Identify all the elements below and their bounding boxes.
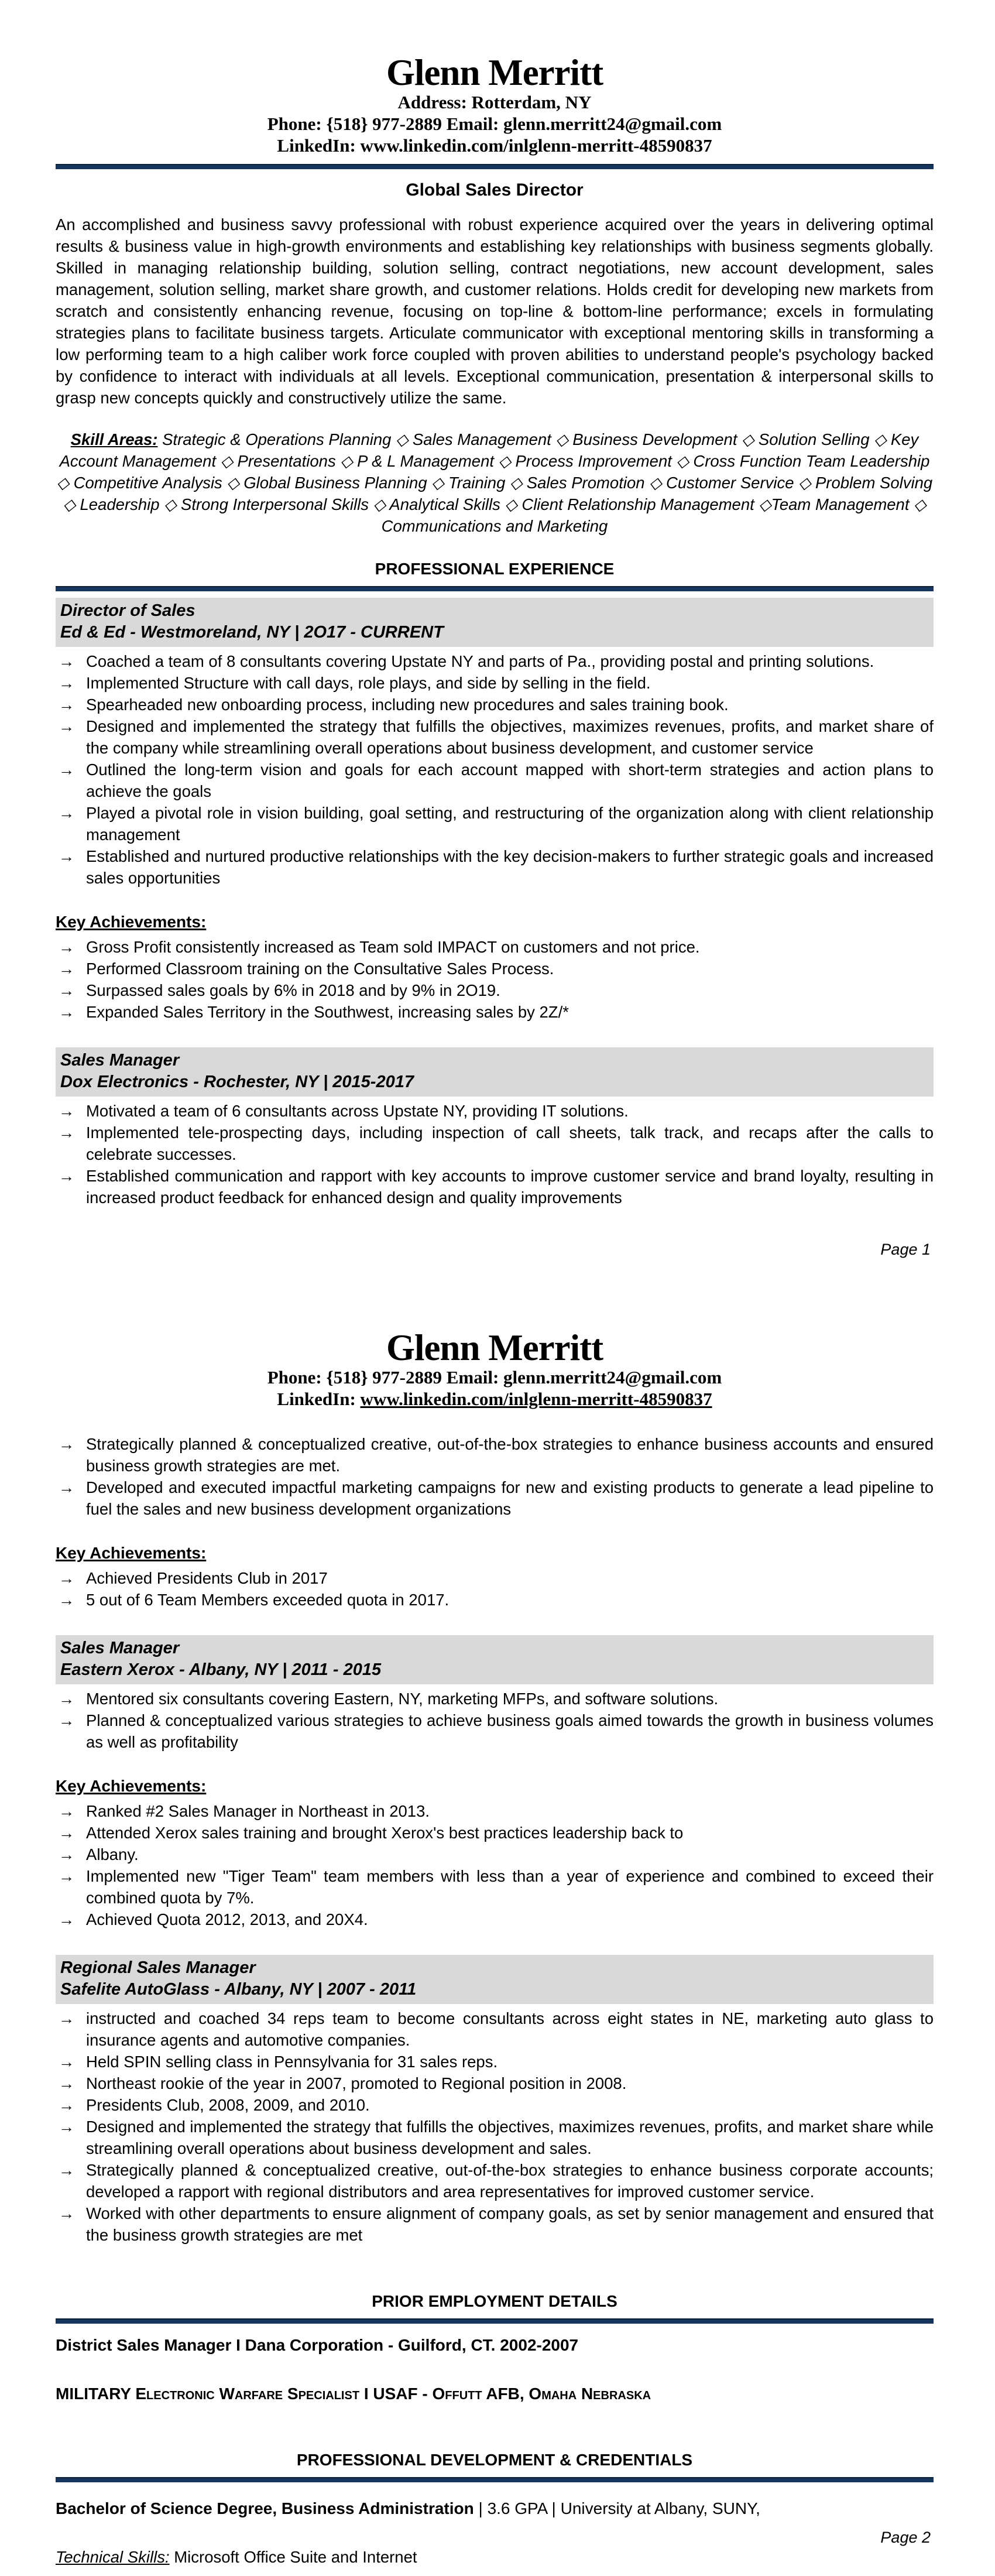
bullet-item	[56, 1688, 934, 1710]
bullet-item	[56, 1822, 934, 1844]
phone-email-line: Phone: {518} 977-2889 Email: glenn.merritt24@gmail.com	[267, 1367, 722, 1388]
job-bullet-list	[56, 1100, 934, 1208]
bullet-item	[56, 2094, 934, 2116]
bullet-text: Northeast rookie of the year in 2007, promoted to Regional position in 2008.	[86, 2074, 627, 2092]
bullet-text: Ranked #2 Sales Manager in Northeast in 2013.	[86, 1802, 430, 1820]
bullet-item	[56, 936, 934, 958]
bullet-text: Strategically planned & conceptualized creative, out-of-the-box strategies to enhance business accounts and ensured business growth strategies are met.	[86, 1435, 934, 1475]
job-header-sales-manager-xerox	[56, 1635, 934, 1684]
page-number-footer: Page 1	[880, 1241, 931, 1258]
job-header-director-of-sales	[56, 598, 934, 647]
arrow-bullet-icon: →	[59, 960, 75, 978]
bullet-text: Expanded Sales Territory in the Southwest, increasing sales by 2Z/*	[86, 1003, 569, 1021]
phone-email-line: Phone: {518} 977-2889 Email: glenn.merritt24@gmail.com	[267, 114, 722, 134]
bullet-item	[56, 672, 934, 694]
address-line: Address: Rotterdam, NY	[397, 92, 592, 112]
bullet-item	[56, 759, 934, 802]
job-title: Director of Sales	[60, 601, 195, 620]
skill-areas-paragraph	[56, 429, 934, 537]
resume-page-2	[0, 1288, 995, 2576]
bullet-item	[56, 1844, 934, 1865]
bullet-item	[56, 1710, 934, 1753]
achievements-bullet-list	[56, 936, 934, 1023]
key-achievements-heading: Key Achievements:	[56, 1544, 207, 1562]
arrow-bullet-icon: →	[59, 1167, 75, 1185]
job-title: Regional Sales Manager	[60, 1958, 256, 1977]
skill-areas-text: Strategic & Operations Planning ◇ Sales Management ◇ Business Development ◇ Solution Selling ◇ Key Account Management ◇ Presentations ◇ P & L Management ◇ Process Improvement ◇ Cross Function Team Leadership ◇ Competitive Analysis ◇ Global Business Planning ◇ Training ◇ Sales Promotion ◇ Customer Service ◇ Problem Solving ◇ Leadership ◇ Strong Interpersonal Skills ◇ Analytical Skills ◇ Client Relationship Management ◇Team Management ◇ Communications and Marketing	[56, 430, 933, 535]
bullet-text: 5 out of 6 Team Members exceeded quota in 2017.	[86, 1591, 450, 1609]
achievements-bullet-list	[56, 1800, 934, 1930]
bullet-text: Implemented tele-prospecting days, including inspection of call sheets, talk track, and recaps after the calls to celebrate successes.	[86, 1123, 934, 1163]
bullet-text: Implemented Structure with call days, role plays, and side by selling in the field.	[86, 674, 651, 692]
page-number-footer: Page 2	[880, 2529, 931, 2546]
bullet-item	[56, 2159, 934, 2202]
candidate-name: Glenn Merritt	[386, 52, 603, 93]
arrow-bullet-icon: →	[59, 1910, 75, 1928]
bullet-item	[56, 1165, 934, 1208]
bullet-text: Surpassed sales goals by 6% in 2018 and by 9% in 2O19.	[86, 981, 500, 999]
resume-title: Global Sales Director	[406, 180, 584, 200]
bullet-item	[56, 2202, 934, 2246]
arrow-bullet-icon: →	[59, 804, 75, 822]
arrow-bullet-icon: →	[59, 847, 75, 865]
arrow-bullet-icon: →	[59, 1102, 75, 1120]
education-line	[56, 2498, 934, 2519]
bullet-text: Planned & conceptualized various strategies to achieve business goals aimed towards the growth in business volumes as well as profitability	[86, 1711, 934, 1751]
candidate-name: Glenn Merritt	[386, 1327, 603, 1368]
section-heading-professional-development: PROFESSIONAL DEVELOPMENT & CREDENTIALS	[296, 2451, 693, 2469]
bullet-text: Achieved Presidents Club in 2017	[86, 1569, 328, 1587]
bullet-item	[56, 2051, 934, 2073]
job-company-dates: Safelite AutoGlass - Albany, NY | 2007 - 2011	[60, 1980, 417, 1999]
arrow-bullet-icon: →	[59, 1435, 75, 1453]
bullet-text: Spearheaded new onboarding process, including new procedures and sales training book.	[86, 696, 729, 714]
degree-name: Bachelor of Science Degree, Business Administration	[56, 2499, 474, 2517]
arrow-bullet-icon: →	[59, 1711, 75, 1729]
job-bullet-list-continued	[56, 1433, 934, 1520]
bullet-text: Held SPIN selling class in Pennsylvania for 31 sales reps.	[86, 2053, 498, 2071]
bullet-item	[56, 802, 934, 845]
achievements-bullet-list	[56, 1567, 934, 1611]
arrow-bullet-icon: →	[59, 1867, 75, 1885]
bullet-text: Established communication and rapport with key accounts to improve customer service and brand loyalty, resulting in increased product feedback for enhanced design and quality improvements	[86, 1167, 934, 1207]
bullet-text: Gross Profit consistently increased as Team sold IMPACT on customers and not price.	[86, 938, 700, 956]
job-bullet-list	[56, 2008, 934, 2246]
bullet-item	[56, 1001, 934, 1023]
bullet-text: Outlined the long-term vision and goals for each account mapped with short-term strategies and action plans to achieve the goals	[86, 761, 934, 800]
professional-summary: An accomplished and business savvy professional with robust experience acquired over the years in delivering optimal results & business value in high-growth environments and establishing key relationships with business segments globally. Skilled in managing relationship building, solution selling, contract negotiations, new account development, sales management, solution selling, market share growth, and customer relations. Holds credit for developing new markets from scratch and consistently enhancing revenue, focusing on top-line & bottom-line performance; excels in formulating strategies plans to facilitate business targets. Articulate communicator with exceptional mentoring skills in transforming a low performing team to a high caliber work force coupled with proven abilities to understand people's psychology backed by confidence to interact with individuals at all levels. Exceptional communication, presentation & interpersonal skills to grasp new concepts quickly and constructively utilize the same.	[56, 215, 934, 407]
bullet-text: instructed and coached 34 reps team to become consultants across eight states in NE, marketing auto glass to insurance agents and automotive companies.	[86, 2009, 934, 2049]
bullet-item	[56, 845, 934, 889]
arrow-bullet-icon: →	[59, 2009, 75, 2027]
arrow-bullet-icon: →	[59, 2161, 75, 2179]
job-company-dates: Eastern Xerox - Albany, NY | 2011 - 2015	[60, 1660, 382, 1679]
technical-skills-line	[56, 2546, 934, 2568]
bullet-text: Designed and implemented the strategy that fulfills the objectives, maximizes revenues, profits, and market share of the company while streamlining overall operations about business development, and customer service	[86, 717, 934, 757]
bullet-item	[56, 1865, 934, 1909]
bullet-text: Developed and executed impactful marketing campaigns for new and existing products to generate a lead pipeline to fuel the sales and new business development organizations	[86, 1478, 934, 1518]
arrow-bullet-icon: →	[59, 1591, 75, 1609]
experience-divider-rule	[56, 586, 934, 591]
arrow-bullet-icon: →	[59, 1824, 75, 1842]
bullet-text: Motivated a team of 6 consultants across Upstate NY, providing IT solutions.	[86, 1102, 629, 1120]
arrow-bullet-icon: →	[59, 674, 75, 692]
bullet-item	[56, 1909, 934, 1930]
arrow-bullet-icon: →	[59, 652, 75, 670]
job-bullet-list	[56, 1688, 934, 1753]
bullet-text: Played a pivotal role in vision building, goal setting, and restructuring of the organization along with client relationship management	[86, 804, 934, 844]
section-heading-prior-employment: PRIOR EMPLOYMENT DETAILS	[372, 2292, 617, 2310]
bullet-text: Strategically planned & conceptualized creative, out-of-the-box strategies to enhance business corporate accounts; developed a rapport with regional distributors and area representatives for improved customer service.	[86, 2161, 934, 2201]
bullet-text: Established and nurtured productive relationships with the key decision-makers to further strategic goals and increased sales opportunities	[86, 847, 934, 887]
bullet-item	[56, 1433, 934, 1477]
arrow-bullet-icon: →	[59, 1003, 75, 1021]
prior-job-dana: District Sales Manager I Dana Corporation - Guilford, CT. 2002-2007	[56, 2336, 579, 2354]
arrow-bullet-icon: →	[59, 717, 75, 735]
linkedin-line	[56, 1388, 934, 1410]
degree-details: | 3.6 GPA | University at Albany, SUNY,	[474, 2499, 760, 2517]
prior-job-military: MILITARY Electronic Warfare Specialist I USAF - Offutt AFB, Omaha Nebraska	[56, 2385, 651, 2403]
arrow-bullet-icon: →	[59, 2118, 75, 2136]
bullet-item	[56, 650, 934, 672]
arrow-bullet-icon: →	[59, 981, 75, 999]
bullet-text: Coached a team of 8 consultants covering Upstate NY and parts of Pa., providing postal and printing solutions.	[86, 652, 874, 670]
prior-employment-divider-rule	[56, 2318, 934, 2324]
job-bullet-list	[56, 650, 934, 889]
arrow-bullet-icon: →	[59, 2096, 75, 2114]
bullet-text: Presidents Club, 2008, 2009, and 2010.	[86, 2096, 370, 2114]
job-header-sales-manager-dox	[56, 1047, 934, 1097]
header-divider-rule	[56, 164, 934, 169]
job-header-regional-sales-manager	[56, 1955, 934, 2004]
job-company-dates: Ed & Ed - Westmoreland, NY | 2O17 - CURRENT	[60, 623, 444, 642]
skill-areas-label: Skill Areas:	[70, 430, 158, 448]
section-heading-professional-experience: PROFESSIONAL EXPERIENCE	[375, 560, 615, 578]
bullet-text: Achieved Quota 2012, 2013, and 20X4.	[86, 1910, 368, 1928]
key-achievements-heading: Key Achievements:	[56, 913, 207, 931]
arrow-bullet-icon: →	[59, 1690, 75, 1708]
linkedin-link[interactable]: www.linkedin.com/inlglenn-merritt-48590837	[360, 1389, 712, 1409]
arrow-bullet-icon: →	[59, 2204, 75, 2222]
arrow-bullet-icon: →	[59, 1569, 75, 1587]
development-divider-rule	[56, 2477, 934, 2482]
bullet-text: Worked with other departments to ensure alignment of company goals, as set by senior management and ensured that the business growth strategies are met	[86, 2204, 934, 2244]
bullet-item	[56, 694, 934, 715]
arrow-bullet-icon: →	[59, 1802, 75, 1820]
key-achievements-heading: Key Achievements:	[56, 1777, 207, 1795]
bullet-text: Performed Classroom training on the Consultative Sales Process.	[86, 960, 554, 978]
bullet-item	[56, 1800, 934, 1822]
arrow-bullet-icon: →	[59, 696, 75, 714]
arrow-bullet-icon: →	[59, 1845, 75, 1864]
bullet-text: Designed and implemented the strategy that fulfills the objectives, maximizes revenues, profits, and market share while streamlining overall operations about business development and sales.	[86, 2118, 934, 2157]
job-title: Sales Manager	[60, 1051, 180, 1070]
bullet-item	[56, 1100, 934, 1122]
technical-skills-label: Technical Skills:	[56, 2548, 170, 2566]
bullet-item	[56, 1122, 934, 1165]
bullet-text: Albany.	[86, 1845, 139, 1864]
linkedin-label: LinkedIn:	[277, 1389, 361, 1409]
bullet-text: Mentored six consultants covering Eastern, NY, marketing MFPs, and software solutions.	[86, 1690, 719, 1708]
bullet-text: Attended Xerox sales training and brought Xerox's best practices leadership back to	[86, 1824, 684, 1842]
technical-skills-text: Microsoft Office Suite and Internet	[169, 2548, 417, 2566]
job-title: Sales Manager	[60, 1639, 180, 1657]
bullet-text: Implemented new "Tiger Team" team members with less than a year of experience and combined to exceed their combined quota by 7%.	[86, 1867, 934, 1907]
bullet-item	[56, 979, 934, 1001]
bullet-item	[56, 1567, 934, 1589]
bullet-item	[56, 2008, 934, 2051]
bullet-item	[56, 1589, 934, 1611]
bullet-item	[56, 958, 934, 979]
arrow-bullet-icon: →	[59, 2074, 75, 2092]
arrow-bullet-icon: →	[59, 761, 75, 779]
bullet-item	[56, 1477, 934, 1520]
arrow-bullet-icon: →	[59, 2053, 75, 2071]
arrow-bullet-icon: →	[59, 938, 75, 956]
bullet-item	[56, 2116, 934, 2159]
arrow-bullet-icon: →	[59, 1123, 75, 1142]
job-company-dates: Dox Electronics - Rochester, NY | 2015-2017	[60, 1073, 414, 1091]
arrow-bullet-icon: →	[59, 1478, 75, 1496]
bullet-item	[56, 2073, 934, 2094]
linkedin-line: LinkedIn: www.linkedin.com/inlglenn-merritt-48590837	[277, 135, 712, 156]
bullet-item	[56, 715, 934, 759]
